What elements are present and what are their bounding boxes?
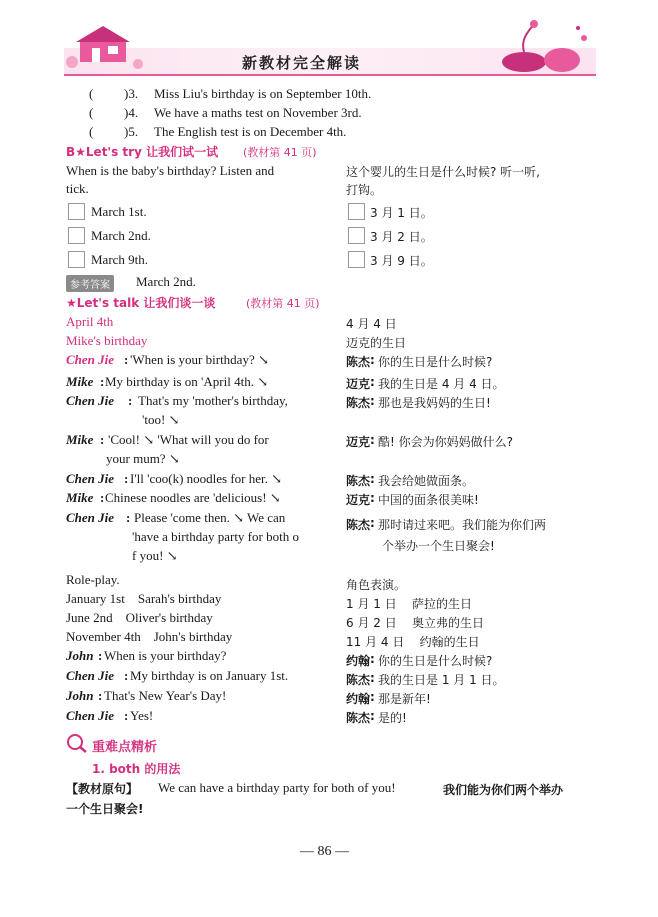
section-b-prompt-line1: When is the baby's birthday? Listen and <box>66 163 275 178</box>
option-cn-3-checkbox[interactable] <box>348 251 365 268</box>
roleplay-dialogue-1-cn: 你的生日是什么时候? <box>378 654 493 668</box>
question-4-number: )4. <box>124 105 139 120</box>
source-en: We can have a birthday party for both of you! <box>158 780 396 795</box>
dialogue-6-speaker: Mike <box>66 490 94 505</box>
option-1-checkbox[interactable] <box>68 203 85 220</box>
dialogue-7-en3: f you! ↘ <box>132 548 178 563</box>
option-1-label: March 1st. <box>91 204 147 219</box>
section-b-prompt-cn-line1: 这个婴儿的生日是什么时候? 听一听, <box>346 165 540 179</box>
dialogue-3-cn-colon: : <box>370 394 375 408</box>
dialogue-4-en: 'Cool! ↘ 'What will you do for <box>108 432 269 447</box>
dialogue-2-colon: : <box>100 374 105 389</box>
roleplay-dialogue-4-cn: 是的! <box>378 711 407 725</box>
dialogue-7-en: Please 'come then. ↘ We can <box>134 510 286 525</box>
dialogue-4-cn-speaker: 迈克 <box>346 435 371 449</box>
dialogue-5-speaker: Chen Jie <box>66 471 115 486</box>
dialogue-6-cn-speaker: 迈克 <box>346 493 371 507</box>
dialogue-2-speaker: Mike <box>66 374 94 389</box>
dialogue-3-en2: 'too! ↘ <box>142 412 180 427</box>
dialogue-3-speaker: Chen Jie <box>66 393 115 408</box>
roleplay-dialogue-4-cn-speaker: 陈杰 <box>346 711 371 725</box>
dialogue-6-cn-colon: : <box>370 491 375 505</box>
page-header <box>64 18 596 76</box>
roleplay-dialogue-2-speaker: Chen Jie <box>66 668 115 683</box>
question-3-paren: ( <box>89 86 94 101</box>
roleplay-dialogue-1-speaker: John <box>66 648 94 663</box>
section-b-prompt-line2: tick. <box>66 181 89 196</box>
dialogue-4-colon: : <box>100 432 105 447</box>
roleplay-dialogue-3-cn-speaker: 约翰 <box>346 692 371 706</box>
talk-date: April 4th <box>66 314 114 329</box>
dialogue-1-en: 'When is your birthday? ↘ <box>130 352 269 367</box>
analysis-title: 重难点精析 <box>92 740 158 755</box>
roleplay-dialogue-2-cn: 我的生日是 1 月 1 日。 <box>378 673 505 687</box>
dialogue-2-cn: 我的生日是 4 月 4 日。 <box>378 377 505 391</box>
section-b-title: B★Let's try 让我们试一试 <box>66 145 219 159</box>
roleplay-item-2: June 2nd Oliver's birthday <box>66 610 213 625</box>
roleplay-item-1: January 1st Sarah's birthday <box>66 591 222 606</box>
roleplay-title-cn: 角色表演。 <box>346 578 407 592</box>
question-5-paren: ( <box>89 124 94 139</box>
dialogue-5-colon: : <box>124 471 129 486</box>
source-label: 【教材原句】 <box>66 782 139 796</box>
option-cn-2-label: 3 月 2 日。 <box>370 230 433 244</box>
page-number: — 86 — <box>300 844 349 859</box>
dialogue-7-colon: : <box>126 510 131 525</box>
dialogue-6-colon: : <box>100 490 105 505</box>
question-5-text: The English test is on December 4th. <box>154 124 347 139</box>
dialogue-7-cn2: 个举办一个生日聚会! <box>382 539 495 553</box>
option-cn-1-checkbox[interactable] <box>348 203 365 220</box>
roleplay-title: Role-play. <box>66 572 120 587</box>
section-b-ref: (教材第 41 页) <box>243 146 317 159</box>
dialogue-4-speaker: Mike <box>66 432 94 447</box>
option-cn-1-label: 3 月 1 日。 <box>370 206 433 220</box>
talk-subtitle-cn: 迈克的生日 <box>346 336 407 350</box>
roleplay-dialogue-3-cn: 那是新年! <box>378 692 431 706</box>
roleplay-dialogue-3-cn-colon: : <box>370 690 375 704</box>
section-b-prompt-cn-line2: 打钩。 <box>346 183 383 197</box>
roleplay-dialogue-3-speaker: John <box>66 688 94 703</box>
dialogue-7-speaker: Chen Jie <box>66 510 115 525</box>
roleplay-item-3: November 4th John's birthday <box>66 629 233 644</box>
roleplay-dialogue-4-cn-colon: : <box>370 709 375 723</box>
roleplay-dialogue-3-en: That's New Year's Day! <box>104 688 227 703</box>
option-2-checkbox[interactable] <box>68 227 85 244</box>
answer-badge: 参考答案 <box>66 275 114 292</box>
dialogue-2-cn-colon: : <box>370 375 375 389</box>
roleplay-dialogue-4-colon: : <box>124 708 129 723</box>
roleplay-dialogue-2-cn-colon: : <box>370 671 375 685</box>
roleplay-dialogue-4-speaker: Chen Jie <box>66 708 115 723</box>
dialogue-7-cn: 那时请过来吧。我们能为你们两 <box>378 518 547 532</box>
dialogue-7-en2: 'have a birthday party for both o <box>132 529 299 544</box>
dialogue-1-speaker: Chen Jie <box>66 352 115 367</box>
magnifier-icon <box>66 733 88 753</box>
dialogue-4-cn-colon: : <box>370 433 375 447</box>
dialogue-3-colon: : <box>128 393 133 408</box>
source-cn: 我们能为你们两个举办 <box>443 783 564 797</box>
roleplay-dialogue-1-cn-colon: : <box>370 652 375 666</box>
dialogue-5-en: I'll 'coo(k) noodles for her. ↘ <box>130 471 283 486</box>
dialogue-3-cn-speaker: 陈杰 <box>346 396 371 410</box>
dialogue-3-cn: 那也是我妈妈的生日! <box>378 396 491 410</box>
source-cn-line2: 一个生日聚会! <box>66 802 144 816</box>
dialogue-1-cn: 你的生日是什么时候? <box>378 355 493 369</box>
dialogue-4-en2: your mum? ↘ <box>106 451 180 466</box>
section-talk-ref: (教材第 41 页) <box>246 297 320 310</box>
roleplay-item-3-cn: 11 月 4 日 约翰的生日 <box>346 635 480 649</box>
dialogue-1-cn-colon: : <box>370 353 375 367</box>
dialogue-4-cn: 酷! 你会为你妈妈做什么? <box>378 435 513 449</box>
dialogue-5-cn-speaker: 陈杰 <box>346 474 371 488</box>
header-title: 新教材完全解读 <box>242 54 362 72</box>
section-talk-title: ★Let's talk 让我们谈一谈 <box>66 296 216 310</box>
house-decoration-icon <box>64 18 154 74</box>
option-2-label: March 2nd. <box>91 228 151 243</box>
roleplay-dialogue-1-colon: : <box>98 648 103 663</box>
talk-date-cn: 4 月 4 日 <box>346 317 397 331</box>
roleplay-dialogue-4-en: Yes! <box>130 708 154 723</box>
option-cn-2-checkbox[interactable] <box>348 227 365 244</box>
roleplay-item-2-cn: 6 月 2 日 奥立弗的生日 <box>346 616 484 630</box>
dialogue-5-cn-colon: : <box>370 472 375 486</box>
roleplay-item-1-cn: 1 月 1 日 萨拉的生日 <box>346 597 472 611</box>
option-3-label: March 9th. <box>91 252 149 267</box>
question-4-paren: ( <box>89 105 94 120</box>
roleplay-dialogue-2-cn-speaker: 陈杰 <box>346 673 371 687</box>
flower-decoration-icon <box>494 18 596 74</box>
dialogue-7-cn-colon: : <box>370 516 375 530</box>
dialogue-2-en: My birthday is on 'April 4th. ↘ <box>105 374 269 389</box>
talk-subtitle: Mike's birthday <box>66 333 148 348</box>
dialogue-2-cn-speaker: 迈克 <box>346 377 371 391</box>
question-5-number: )5. <box>124 124 139 139</box>
option-cn-3-label: 3 月 9 日。 <box>370 254 433 268</box>
dialogue-6-en: Chinese noodles are 'delicious! ↘ <box>105 490 281 505</box>
roleplay-dialogue-2-en: My birthday is on January 1st. <box>130 668 289 683</box>
analysis-point: 1. both 的用法 <box>92 762 181 776</box>
question-3-number: )3. <box>124 86 139 101</box>
roleplay-dialogue-2-colon: : <box>124 668 129 683</box>
dialogue-5-cn: 我会给她做面条。 <box>378 474 475 488</box>
dialogue-7-cn-speaker: 陈杰 <box>346 518 371 532</box>
dialogue-6-cn: 中国的面条很美味! <box>378 493 479 507</box>
option-3-checkbox[interactable] <box>68 251 85 268</box>
roleplay-dialogue-1-cn-speaker: 约翰 <box>346 654 371 668</box>
answer-text: March 2nd. <box>136 274 196 289</box>
dialogue-1-colon: : <box>124 352 129 367</box>
question-3-text: Miss Liu's birthday is on September 10th. <box>154 86 372 101</box>
dialogue-1-cn-speaker: 陈杰 <box>346 355 371 369</box>
roleplay-dialogue-1-en: When is your birthday? <box>104 648 227 663</box>
header-divider <box>64 74 596 76</box>
roleplay-dialogue-3-colon: : <box>98 688 103 703</box>
dialogue-3-en: That's my 'mother's birthday, <box>138 393 288 408</box>
question-4-text: We have a maths test on November 3rd. <box>154 105 362 120</box>
